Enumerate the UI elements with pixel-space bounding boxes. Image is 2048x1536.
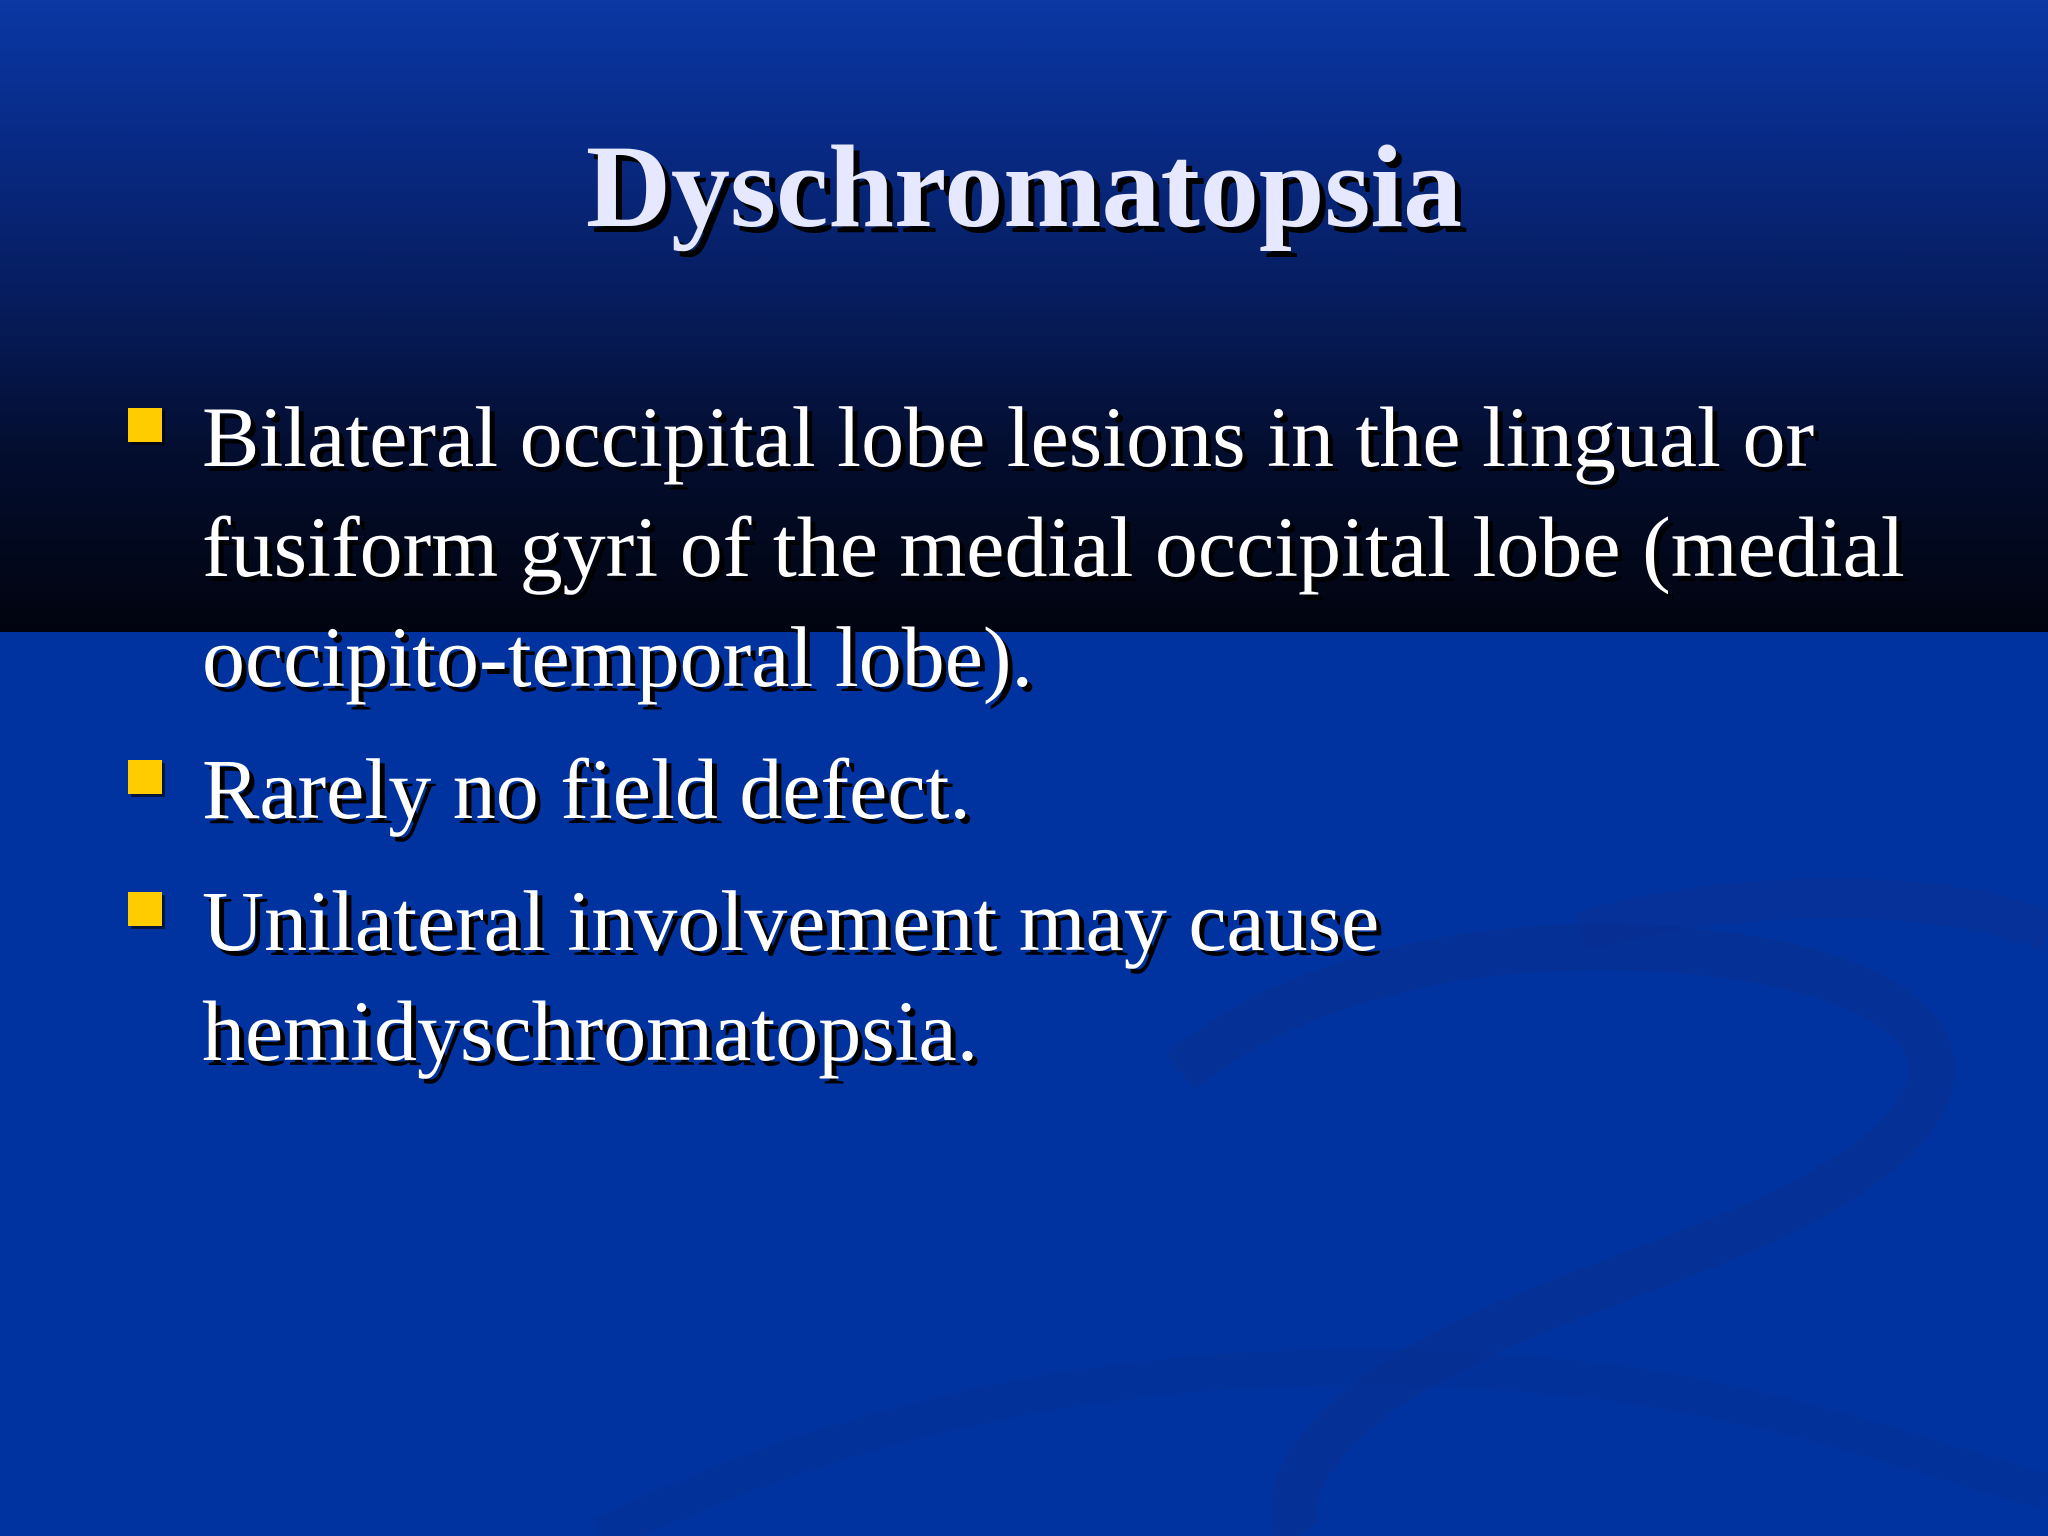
square-bullet-icon — [128, 760, 162, 794]
bullet-text: Rarely no field defect. — [202, 741, 971, 837]
list-item — [126, 382, 2006, 712]
bullet-text: Bilateral occipital lobe lesions in the lingual or fusiform gyri of the medial occipital lobe (medial occipito-temporal lobe). — [202, 389, 1905, 705]
square-bullet-icon — [128, 892, 162, 926]
square-bullet-icon — [128, 408, 162, 442]
bullet-list — [126, 382, 2006, 1108]
slide-title: Dyschromatopsia — [585, 121, 1463, 252]
bullet-text: Unilateral involvement may cause hemidyschromatopsia. — [202, 873, 1380, 1079]
list-item — [126, 734, 2006, 844]
list-item — [126, 866, 2006, 1086]
